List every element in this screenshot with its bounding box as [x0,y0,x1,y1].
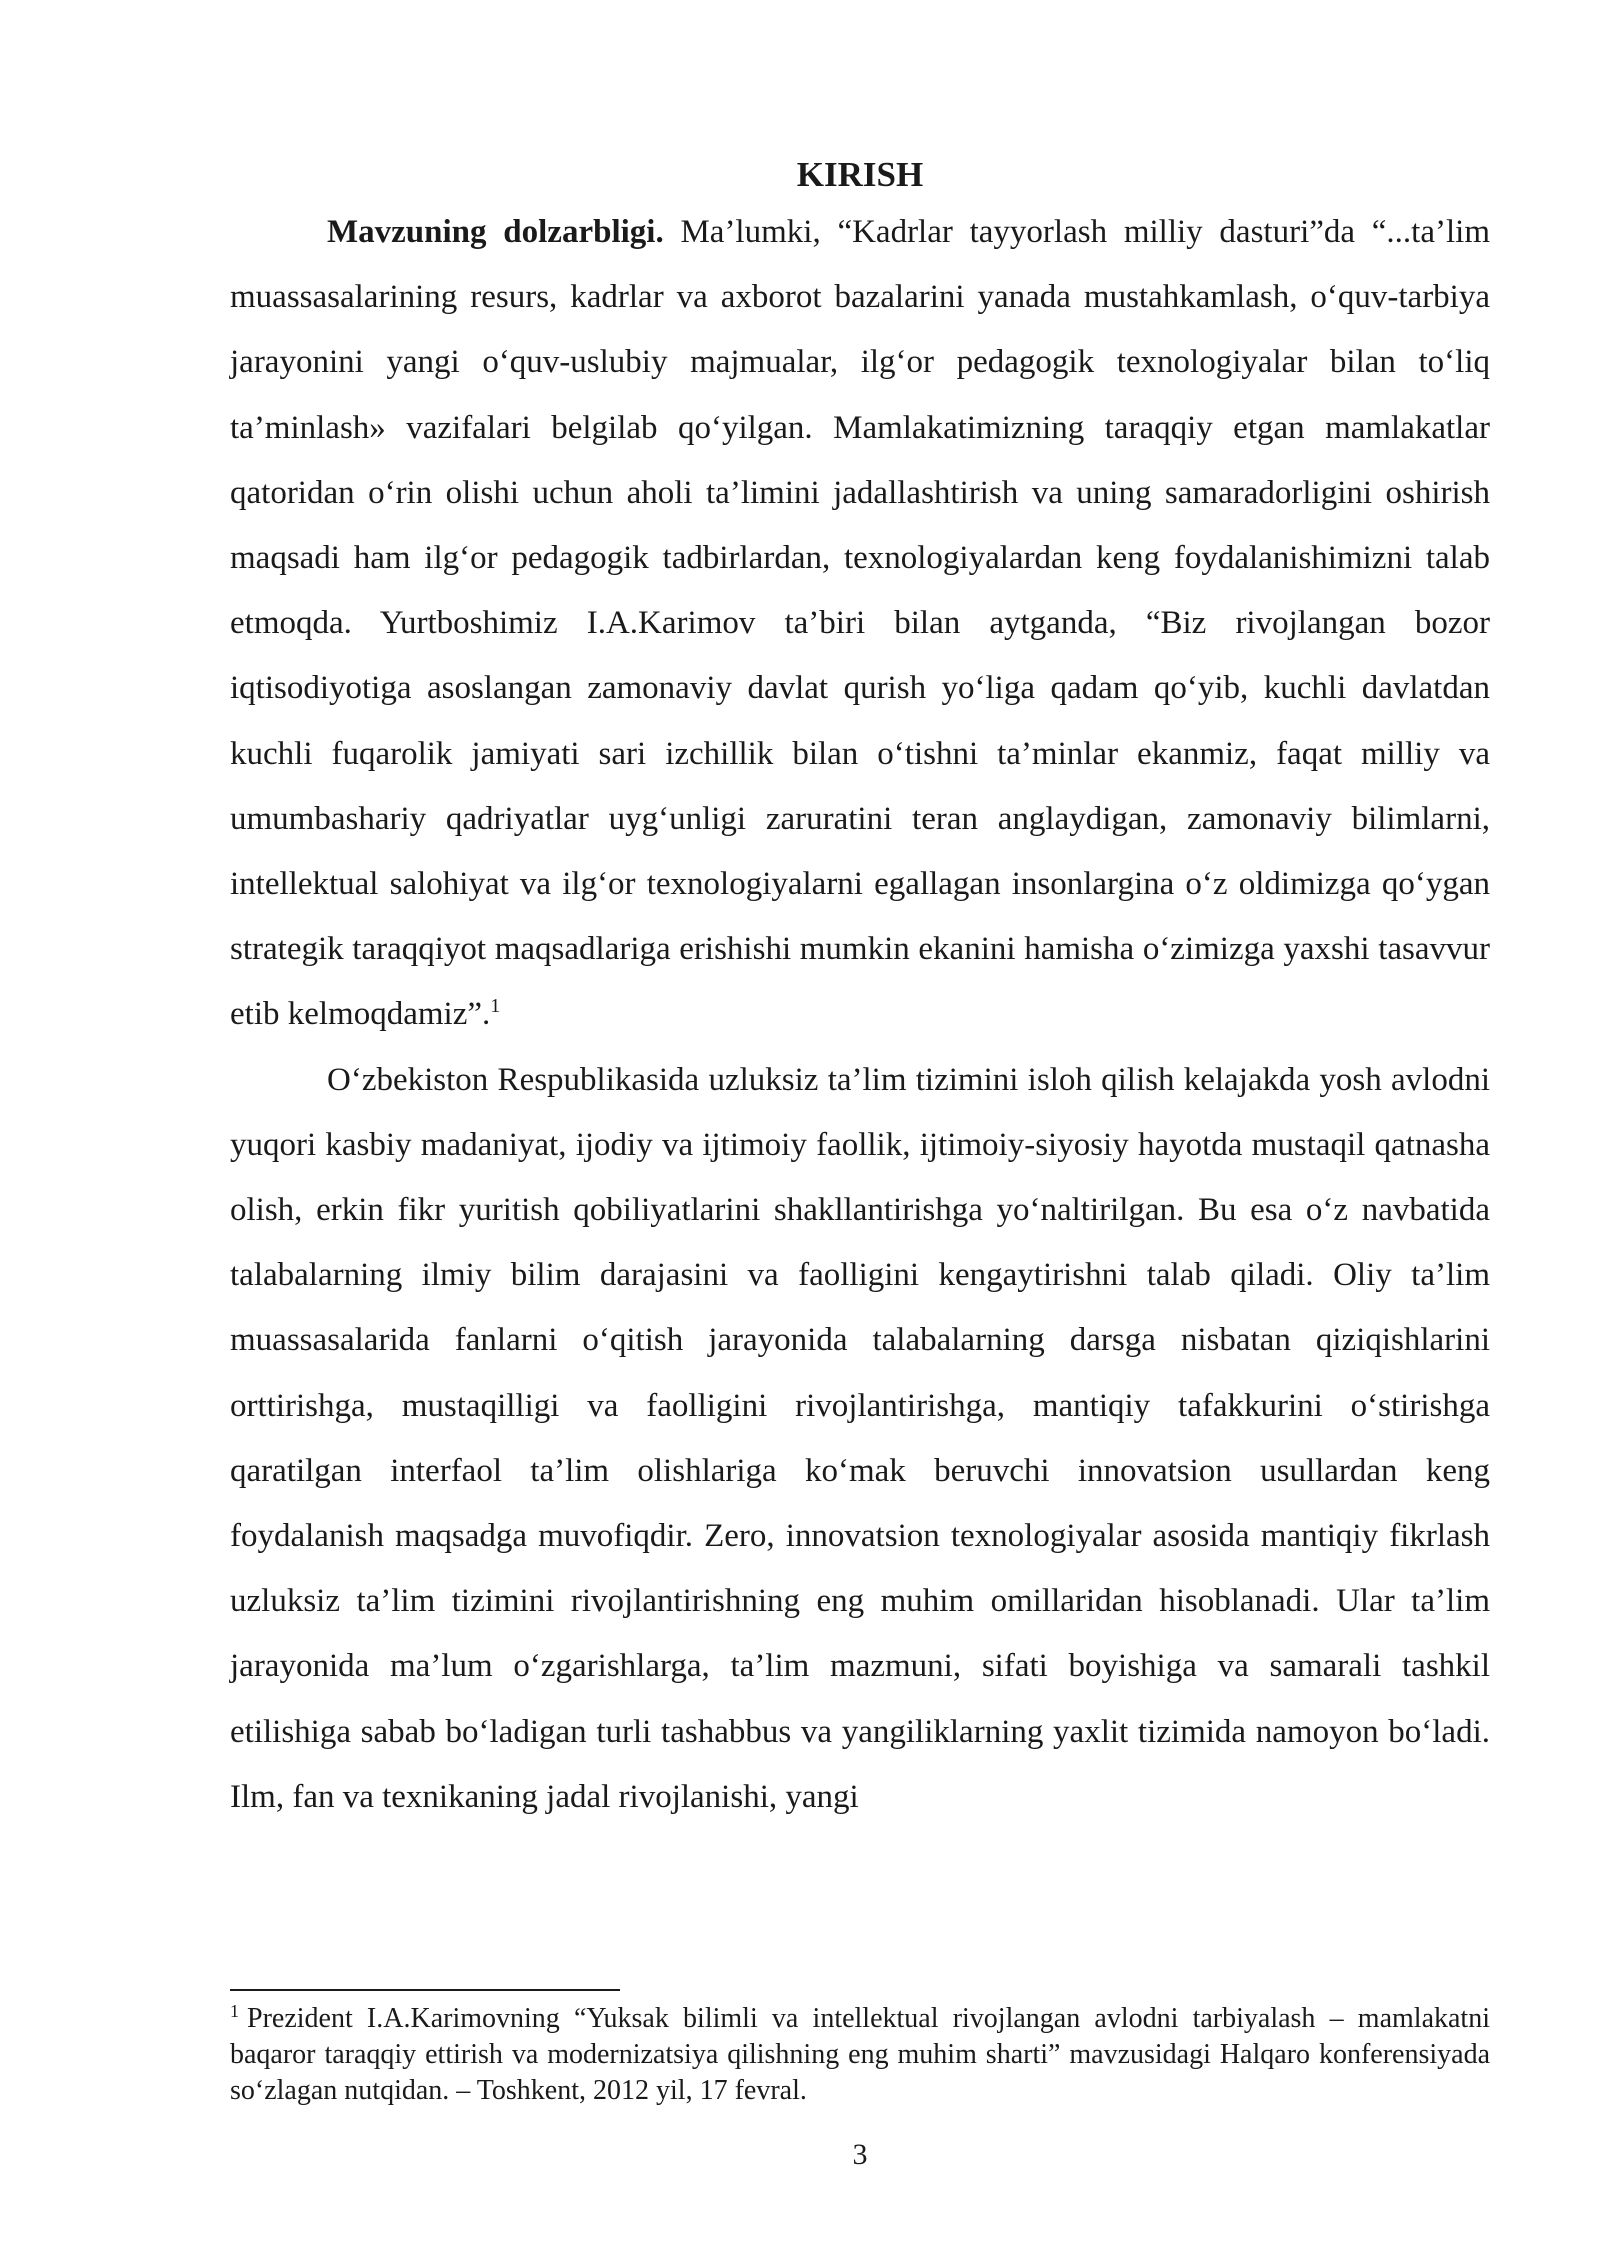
footnote-mark: 1 [230,2000,239,2021]
footnote-reference[interactable]: 1 [490,995,501,1018]
page-title: KIRISH [796,155,924,194]
main-text [230,150,1490,1830]
footnote-separator [230,1989,620,1991]
page-number: 3 [852,2138,868,2171]
paragraph-lead: Mavzuning dolzarbligi. [327,214,664,250]
paragraph-education-reform: O‘zbekiston Respublikasida uzluksiz ta’lim tizimini isloh qilish kelajakda yosh avlodni yuqori kasbiy madaniyat, ijodiy va ijtimoiy faollik, ijtimoiy-siyosiy hayotda mustaqil qatnasha olish, erkin fikr yuritish qobiliyatlarini shakllantirishga yo‘naltirilgan. Bu esa o‘z navbatida talabalarning ilmiy bilim darajasini va faolligini kengaytirishni talab qiladi. Oliy ta’lim muassasalarida fanlarni o‘qitish jarayonida talabalarning darsga nisbatan qiziqishlarini orttirishga, mustaqilligi va faolligini rivojlantirishga, mantiqiy tafakkurini o‘stirishga qaratilgan interfaol ta’lim olishlariga ko‘mak beruvchi innovatsion usullardan keng foydalanish maqsadga muvofiqdir. Zero, innovatsion texnologiyalar asosida mantiqiy fikrlash uzluksiz ta’lim tizimini rivojlantirishning eng muhim omillaridan hisoblanadi. Ular ta’lim jarayonida ma’lum o‘zgarishlarga, ta’lim mazmuni, sifati boyishiga va samarali tashkil etilishiga sabab bo‘ladigan turli tashabbus va yangiliklarning yaxlit tizimida namoyon bo‘ladi. Ilm, fan va texnikaning jadal rivojlanishi, yangi [230,1061,1490,1815]
paragraph-relevance [230,200,1490,1048]
footnote [230,2001,1490,2109]
paragraph-text: Ma’lumki, “Kadrlar tayyorlash milliy dasturi”da “...ta’lim muassasalarining resurs, kadrlar va axborot bazalarini yanada mustahkamlash, o‘quv-tarbiya jarayonini yangi o‘quv-uslubiy majmualar, ilg‘or pedagogik texnologiyalar bilan to‘liq ta’minlash» vazifalari belgilab qo‘yilgan. Mamlakatimizning taraqqiy etgan mamlakatlar qatoridan o‘rin olishi uchun aholi ta’limini jadallashtirish va uning samaradorligini oshirish maqsadi ham ilg‘or pedagogik tadbirlardan, texnologiyalardan keng foydalanishimizni talab etmoqda. Yurtboshimiz I.A.Karimov ta’biri bilan aytganda, “Biz rivojlangan bozor iqtisodiyotiga asoslangan zamonaviy davlat qurish yo‘liga qadam qo‘yib, kuchli davlatdan kuchli fuqarolik jamiyati sari izchillik bilan o‘tishni ta’minlar ekanmiz, faqat milliy va umumbashariy qadriyatlar uyg‘unligi zaruratini teran anglaydigan, zamonaviy bilimlarni, intellektual salohiyat va ilg‘or texnologiyalarni egallagan insonlargina o‘z oldimizga qo‘ygan strategik taraqqiyot maqsadlariga erishishi mumkin ekanini hamisha o‘zimizga yaxshi tasavvur etib kelmoqdamiz”. [230,214,1490,1033]
footnote-text: Prezident I.A.Karimovning “Yuksak bilimli va intellektual rivojlangan avlodni tarbiyalash – mamlakatni baqaror taraqqiy ettirish va modernizatsiya qilishning eng muhim sharti” mavzusidagi Halqaro konferensiyada so‘zlagan nutqidan. – Toshkent, 2012 yil, 17 fevral. [230,2003,1490,2106]
